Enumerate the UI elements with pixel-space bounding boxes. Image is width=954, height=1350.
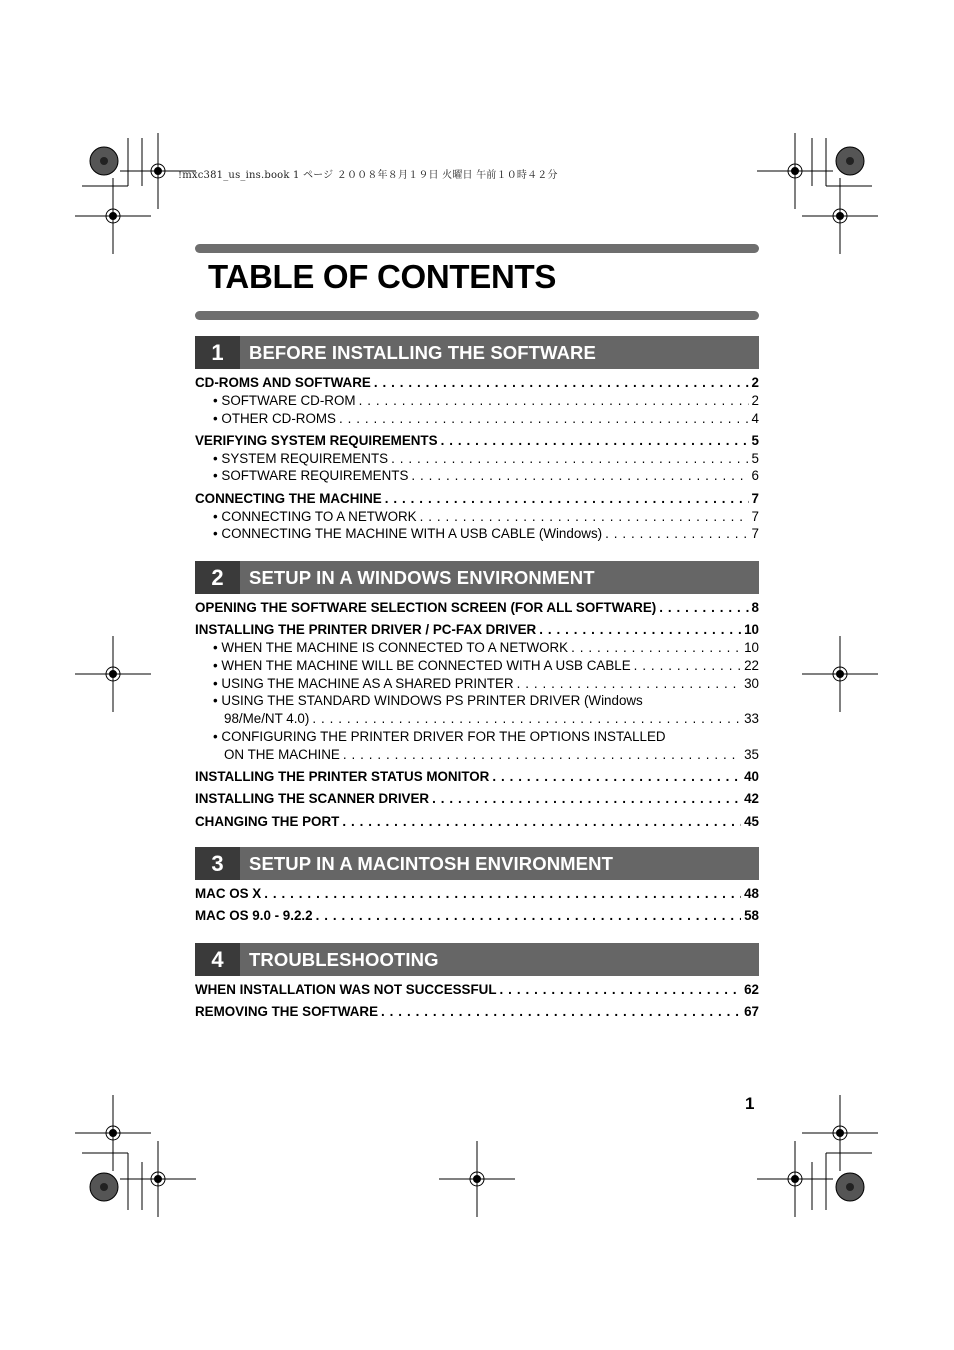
section-title: SETUP IN A MACINTOSH ENVIRONMENT bbox=[249, 852, 613, 874]
toc-entry-label: • CONNECTING THE MACHINE WITH A USB CABLE (Windows) bbox=[213, 526, 603, 542]
section-number: 2 bbox=[195, 561, 240, 594]
toc-entry[interactable] bbox=[195, 813, 759, 831]
toc-entry-label: • CONNECTING TO A NETWORK bbox=[213, 508, 417, 524]
toc-entry-page: 7 bbox=[751, 508, 759, 524]
toc-entry-label: • WHEN THE MACHINE IS CONNECTED TO A NETWORK bbox=[213, 640, 569, 656]
section-header bbox=[195, 336, 759, 369]
toc-entry-page: 67 bbox=[744, 1004, 759, 1020]
toc-entry-line: • CONFIGURING THE PRINTER DRIVER FOR THE OPTIONS INSTALLED bbox=[213, 729, 666, 745]
dot-leader bbox=[316, 907, 742, 925]
toc-entry[interactable] bbox=[195, 710, 759, 728]
toc-entry-page: 30 bbox=[744, 675, 759, 691]
page-number: 1 bbox=[745, 1094, 755, 1113]
toc-entry-label: MAC OS 9.0 - 9.2.2 bbox=[195, 908, 313, 924]
toc-entry-line: • USING THE STANDARD WINDOWS PS PRINTER DRIVER (Windows bbox=[213, 693, 643, 709]
toc-entry[interactable] bbox=[195, 525, 759, 543]
page-title: TABLE OF CONTENTS bbox=[208, 258, 557, 295]
section-number: 4 bbox=[195, 943, 240, 976]
toc-entry-label: CONNECTING THE MACHINE bbox=[195, 490, 382, 506]
toc-entry-label: 98/Me/NT 4.0) bbox=[224, 711, 310, 727]
section-number: 3 bbox=[195, 847, 240, 880]
toc-entry[interactable] bbox=[195, 374, 759, 392]
toc-entries bbox=[195, 981, 759, 1021]
dot-leader bbox=[571, 639, 741, 657]
toc-entry-label: WHEN INSTALLATION WAS NOT SUCCESSFUL bbox=[195, 982, 497, 997]
section-header bbox=[195, 943, 759, 976]
toc-entry-label: • SOFTWARE REQUIREMENTS bbox=[213, 468, 409, 484]
dot-leader bbox=[500, 981, 742, 999]
toc-entry-label: • USING THE MACHINE AS A SHARED PRINTER bbox=[213, 675, 514, 691]
top-rule bbox=[195, 244, 759, 253]
toc-entry-page: 7 bbox=[751, 526, 759, 542]
toc-entry-label: INSTALLING THE PRINTER STATUS MONITOR bbox=[195, 769, 490, 785]
dot-leader bbox=[264, 885, 741, 903]
section-title: SETUP IN A WINDOWS ENVIRONMENT bbox=[249, 566, 595, 588]
toc-entry[interactable] bbox=[195, 657, 759, 675]
toc-entry-label: MAC OS X bbox=[195, 886, 262, 901]
dot-leader bbox=[517, 675, 742, 693]
toc-entry-page: 48 bbox=[744, 886, 759, 901]
toc-entry-label: ON THE MACHINE bbox=[224, 746, 340, 762]
toc-entry-label: • OTHER CD-ROMS bbox=[213, 410, 336, 426]
toc-entry-page: 58 bbox=[744, 908, 759, 924]
dot-leader bbox=[359, 392, 749, 410]
toc-entry-page: 7 bbox=[751, 490, 759, 506]
dot-leader bbox=[634, 657, 741, 675]
toc-entry-page: 33 bbox=[744, 711, 759, 727]
toc-entry-label: CD-ROMS AND SOFTWARE bbox=[195, 375, 371, 390]
toc-entry-page: 5 bbox=[751, 450, 759, 466]
toc-entry-label: VERIFYING SYSTEM REQUIREMENTS bbox=[195, 432, 438, 448]
toc-entry[interactable] bbox=[195, 467, 759, 485]
toc-entry-page: 35 bbox=[744, 746, 759, 762]
dot-leader bbox=[374, 374, 749, 392]
toc-entry[interactable] bbox=[195, 885, 759, 903]
toc-entries bbox=[195, 885, 759, 925]
toc-entry-page: 10 bbox=[744, 622, 759, 638]
dot-leader bbox=[420, 508, 749, 526]
section-title: BEFORE INSTALLING THE SOFTWARE bbox=[249, 341, 596, 363]
dot-leader bbox=[312, 710, 741, 728]
dot-leader bbox=[391, 450, 748, 468]
section-2 bbox=[195, 561, 759, 831]
dot-leader bbox=[342, 813, 741, 831]
toc-entry-label: • SOFTWARE CD-ROM bbox=[213, 392, 356, 408]
toc-entry[interactable] bbox=[195, 768, 759, 786]
toc-entry-page: 45 bbox=[744, 813, 759, 829]
toc-entry[interactable] bbox=[195, 392, 759, 410]
dot-leader bbox=[659, 599, 748, 617]
toc-entries bbox=[195, 374, 759, 543]
dot-leader bbox=[432, 790, 741, 808]
toc-entries bbox=[195, 599, 759, 831]
toc-entry-page: 8 bbox=[751, 600, 759, 615]
toc-entry[interactable] bbox=[195, 450, 759, 468]
dot-leader bbox=[411, 467, 748, 485]
toc-entry-label: • SYSTEM REQUIREMENTS bbox=[213, 450, 389, 466]
toc-entry-label: INSTALLING THE PRINTER DRIVER / PC-FAX DRIVER bbox=[195, 622, 537, 638]
section-4 bbox=[195, 943, 759, 1021]
toc-entry-page: 6 bbox=[751, 468, 759, 484]
toc-entry-page: 62 bbox=[744, 982, 759, 997]
toc-entry[interactable] bbox=[195, 1003, 759, 1021]
toc-entry-page: 40 bbox=[744, 769, 759, 785]
toc-entry-label: OPENING THE SOFTWARE SELECTION SCREEN (FOR ALL SOFTWARE) bbox=[195, 600, 657, 615]
section-number: 1 bbox=[195, 336, 240, 369]
toc-entry[interactable] bbox=[195, 599, 759, 617]
toc-entry-page: 42 bbox=[744, 791, 759, 807]
toc-entry[interactable] bbox=[195, 746, 759, 764]
toc-entry-label: INSTALLING THE SCANNER DRIVER bbox=[195, 791, 430, 807]
toc-entry[interactable] bbox=[195, 508, 759, 526]
toc-entry[interactable] bbox=[195, 639, 759, 657]
print-header: !mxc381_us_ins.book 1 ページ ２００８年８月１９日 火曜日 午前１０時４２分 bbox=[178, 170, 558, 181]
toc-entry-page: 10 bbox=[744, 640, 759, 656]
dot-leader bbox=[492, 768, 741, 786]
dot-leader bbox=[343, 746, 741, 764]
toc-entry[interactable] bbox=[195, 490, 759, 508]
toc-entry[interactable] bbox=[195, 410, 759, 428]
toc-entry-label: • WHEN THE MACHINE WILL BE CONNECTED WITH A USB CABLE bbox=[213, 657, 631, 673]
toc-entry-page: 2 bbox=[751, 375, 759, 390]
dot-leader bbox=[381, 1003, 741, 1021]
bottom-rule bbox=[195, 311, 759, 320]
toc-entry[interactable] bbox=[195, 621, 759, 639]
section-header bbox=[195, 561, 759, 594]
section-1 bbox=[195, 336, 759, 543]
section-header bbox=[195, 847, 759, 880]
section-3 bbox=[195, 847, 759, 925]
dot-leader bbox=[539, 621, 741, 639]
dot-leader bbox=[339, 410, 749, 428]
toc-entry[interactable] bbox=[195, 790, 759, 808]
toc-entry[interactable] bbox=[195, 675, 759, 693]
toc-entry-page: 4 bbox=[751, 410, 759, 426]
section-title: TROUBLESHOOTING bbox=[249, 948, 439, 970]
toc-entry-page: 2 bbox=[751, 392, 759, 408]
toc-entry[interactable] bbox=[195, 981, 759, 999]
toc-entry-label: REMOVING THE SOFTWARE bbox=[195, 1004, 379, 1020]
toc-entry[interactable] bbox=[195, 907, 759, 925]
dot-leader bbox=[441, 432, 749, 450]
toc-entry-label: CHANGING THE PORT bbox=[195, 813, 340, 829]
dot-leader bbox=[385, 490, 749, 508]
toc-entry-page: 5 bbox=[751, 432, 759, 448]
toc-entry[interactable] bbox=[195, 432, 759, 450]
toc-entry-page: 22 bbox=[744, 657, 759, 673]
dot-leader bbox=[605, 525, 748, 543]
